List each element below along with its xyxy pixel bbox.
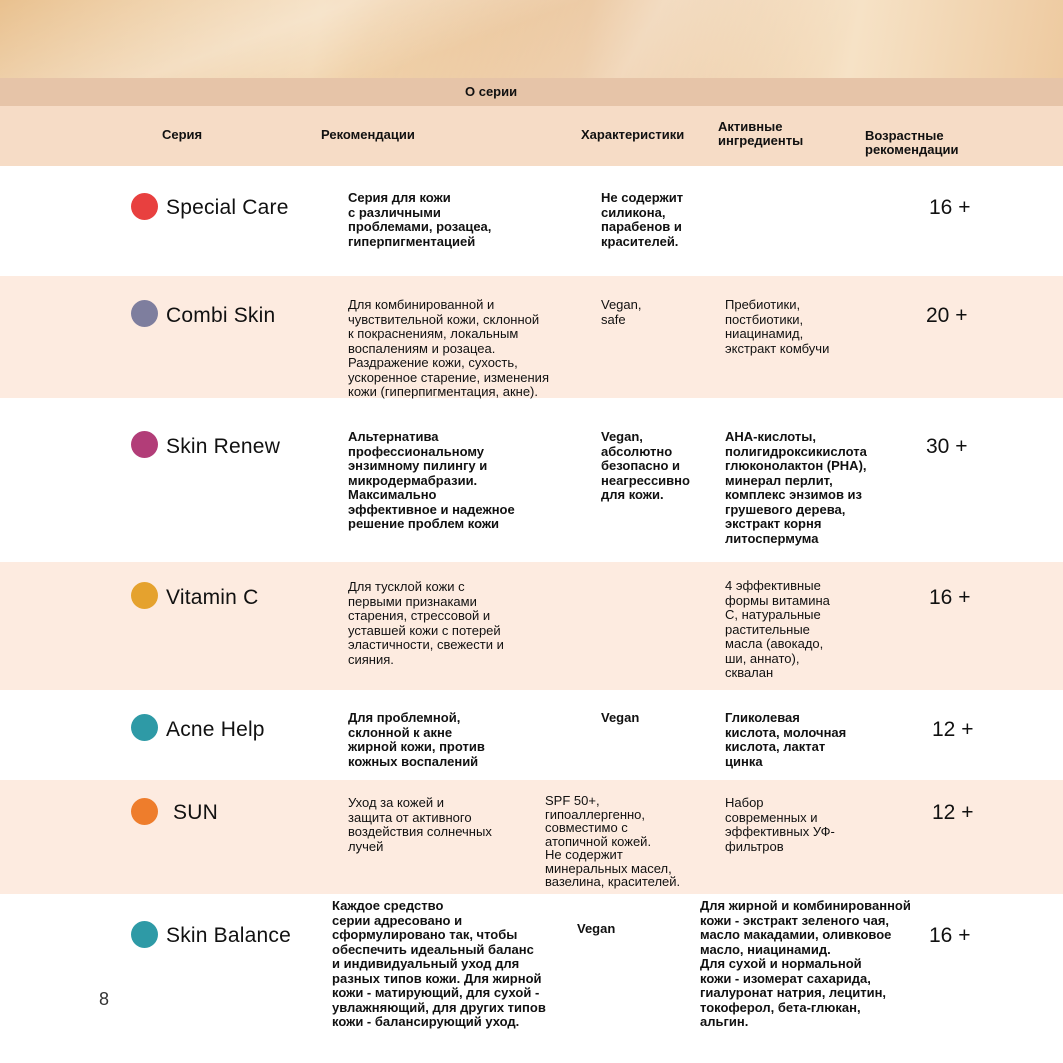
page-number: 8 [99,989,110,1009]
series-name: Skin Balance [166,924,291,947]
recommendations-cell: Серия для кожи с различными проблемами, розацеа, гиперпигментацией [348,190,492,249]
age-cell: 30 + [926,435,968,458]
series-color-dot [131,798,158,825]
series-name: Acne Help [166,718,265,741]
age-cell: 12 + [932,801,974,824]
recommendations-cell: Для комбинированной и чувствительной кожи, склонной к покраснениям, локальным воспалениям и розацеа. Раздражение кожи, сухость, ускоренное старение, изменения кожи (гиперпигментация, акне). [348,297,549,399]
ingredients-cell: Набор современных и эффективных УФ- фильтров [725,795,835,854]
characteristics-cell: Не содержит силикона, парабенов и красителей. [601,190,684,249]
characteristics-cell: Vegan, абсолютно безопасно и неагрессивно для кожи. [601,429,690,502]
characteristics-cell: Vegan, safe [601,297,642,327]
table-row [0,780,1063,894]
header-characteristics: Характеристики [581,127,685,142]
series-name: Combi Skin [166,304,276,327]
header-ingredients: Активные ингредиенты [718,119,804,148]
series-color-dot [131,714,158,741]
age-cell: 16 + [929,196,971,219]
table-row [0,166,1063,276]
series-name: Special Care [166,196,289,219]
series-color-dot [131,582,158,609]
ingredients-cell: 4 эффективные формы витамина С, натуральные растительные масла (авокадо, ши, аннато), сквалан [725,578,830,680]
header-series: Серия [162,127,203,142]
recommendations-cell: Для тусклой кожи с первыми признаками старения, стрессовой и уставшей кожи с потерей эластичности, свежести и сияния. [348,579,504,667]
recommendations-cell: Уход за кожей и защита от активного воздействия солнечных лучей [348,795,492,854]
table-row [0,276,1063,398]
ingredients-cell: АНА-кислоты, полигидроксикислота глюконолактон (PHA), минерал перлит, комплекс энзимов из грушевого дерева, экстракт корня литоспермума [725,429,867,546]
series-name: Skin Renew [166,435,281,458]
table-row [0,398,1063,562]
ingredients-cell: Для жирной и комбинированной кожи - экстракт зеленого чая, масло макадамии, оливковое масло, ниацинамид. Для сухой и нормальной кожи - изомерат сахарида, гиалуронат натрия, лецитин, токоферол, бета-глюкан, альгин. [700,898,911,1029]
ingredients-cell: Гликолевая кислота, молочная кислота, лактат цинка [725,710,847,769]
recommendations-cell: Каждое средство серии адресовано и сформулировано так, чтобы обеспечить идеальный баланс и индивидуальный уход для разных типов кожи. Для жирной кожи - матирующий, для сухой - увлажняющий, для других типов кожи - балансирующий уход. [332,898,546,1029]
age-cell: 12 + [932,718,974,741]
recommendations-cell: Альтернатива профессиональному энзимному пилингу и микродермабразии. Максимально эффективное и надежное решение проблем кожи [348,429,515,531]
recommendations-cell: Для проблемной, склонной к акне жирной кожи, против кожных воспалений [348,710,485,769]
section-title: О серии [465,84,518,99]
section-title-bar [0,78,1063,106]
series-color-dot [131,431,158,458]
table-row [0,562,1063,690]
series-color-dot [131,193,158,220]
age-cell: 20 + [926,304,968,327]
ingredients-cell: Пребиотики, постбиотики, ниацинамид, экстракт комбучи [725,297,830,356]
characteristics-cell: Vegan [601,710,640,725]
series-color-dot [131,300,158,327]
table-row [0,690,1063,780]
header-recommendations: Рекомендации [321,127,415,142]
series-name: Vitamin C [166,586,259,609]
table-header [0,106,1063,166]
series-color-dot [131,921,158,948]
table-row [0,894,1063,1063]
header-age: Возрастные рекомендации [865,128,959,157]
top-banner-image [0,0,1063,78]
characteristics-cell: Vegan [577,921,616,936]
series-name: SUN [173,801,218,824]
age-cell: 16 + [929,924,971,947]
age-cell: 16 + [929,586,971,609]
characteristics-cell: SPF 50+, гипоаллергенно, совместимо с атопичной кожей. Не содержит минеральных масел, вазелина, красителей. [545,793,681,889]
